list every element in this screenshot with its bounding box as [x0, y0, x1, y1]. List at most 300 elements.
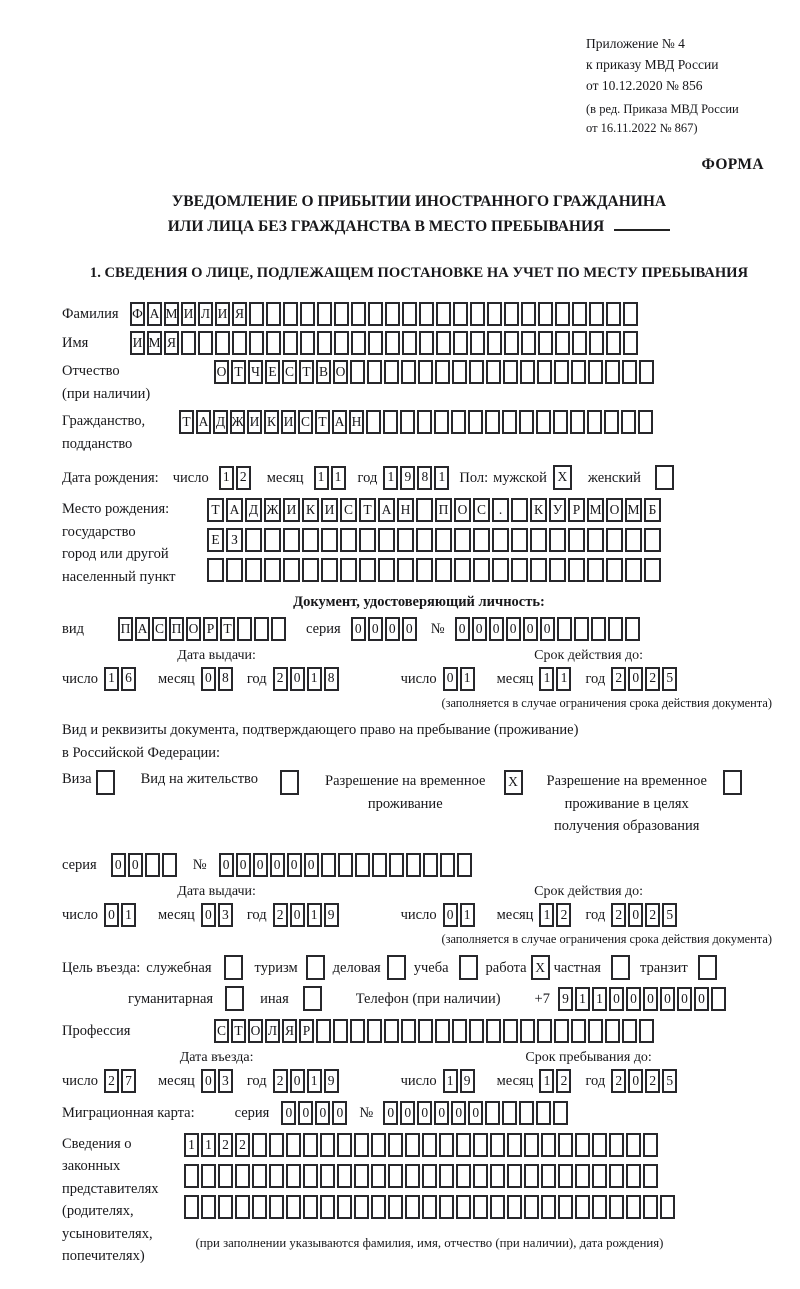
form-cell[interactable]	[459, 955, 478, 980]
form-cell[interactable]	[490, 1195, 505, 1219]
form-cell[interactable]	[520, 360, 535, 384]
form-cell[interactable]	[456, 1133, 471, 1157]
form-cell[interactable]	[592, 1195, 607, 1219]
form-cell[interactable]	[454, 528, 471, 552]
form-cell[interactable]: 2	[611, 667, 626, 691]
form-cell[interactable]: 0	[402, 617, 417, 641]
form-cell[interactable]	[435, 1019, 450, 1043]
form-cell[interactable]: П	[169, 617, 184, 641]
form-cell[interactable]	[588, 360, 603, 384]
form-cell[interactable]	[521, 302, 536, 326]
form-cell[interactable]	[388, 1195, 403, 1219]
form-cell[interactable]: 1	[556, 667, 571, 691]
form-cell[interactable]: 5	[662, 667, 677, 691]
form-cell[interactable]	[249, 302, 264, 326]
form-cell[interactable]: А	[378, 498, 395, 522]
form-cell[interactable]	[366, 410, 381, 434]
form-cell[interactable]	[511, 498, 528, 522]
form-cell[interactable]	[283, 558, 300, 582]
form-cell[interactable]	[473, 1133, 488, 1157]
form-cell[interactable]	[286, 1164, 301, 1188]
form-cell[interactable]	[269, 1195, 284, 1219]
form-cell[interactable]	[266, 331, 281, 355]
form-cell[interactable]: Я	[164, 331, 179, 355]
form-cell[interactable]	[354, 1164, 369, 1188]
form-cell[interactable]: 2	[556, 1069, 571, 1093]
form-cell[interactable]	[519, 410, 534, 434]
form-cell[interactable]	[504, 302, 519, 326]
form-cell[interactable]	[605, 1019, 620, 1043]
form-cell[interactable]	[469, 1019, 484, 1043]
form-cell[interactable]	[452, 360, 467, 384]
form-cell[interactable]	[644, 558, 661, 582]
form-cell[interactable]	[245, 528, 262, 552]
form-cell[interactable]	[338, 853, 353, 877]
form-cell[interactable]: О	[333, 360, 348, 384]
form-cell[interactable]	[286, 1133, 301, 1157]
form-cell[interactable]	[334, 302, 349, 326]
form-cell[interactable]	[218, 1164, 233, 1188]
form-cell[interactable]: Т	[299, 360, 314, 384]
form-cell[interactable]	[487, 302, 502, 326]
form-cell[interactable]	[372, 853, 387, 877]
form-cell[interactable]: 0	[455, 617, 470, 641]
form-cell[interactable]: Е	[207, 528, 224, 552]
form-cell[interactable]	[337, 1195, 352, 1219]
form-cell[interactable]: 8	[218, 667, 233, 691]
form-cell[interactable]: 0	[201, 667, 216, 691]
form-cell[interactable]	[655, 465, 674, 490]
form-cell[interactable]	[385, 331, 400, 355]
form-cell[interactable]: 0	[290, 903, 305, 927]
form-cell[interactable]	[283, 302, 298, 326]
form-cell[interactable]: 0	[351, 617, 366, 641]
form-cell[interactable]	[337, 1133, 352, 1157]
form-cell[interactable]: 2	[645, 903, 660, 927]
form-cell[interactable]: И	[181, 302, 196, 326]
form-cell[interactable]: 1	[307, 667, 322, 691]
form-cell[interactable]	[572, 302, 587, 326]
form-cell[interactable]	[252, 1133, 267, 1157]
form-cell[interactable]	[254, 617, 269, 641]
form-cell[interactable]	[626, 1195, 641, 1219]
form-cell[interactable]	[644, 528, 661, 552]
form-cell[interactable]	[486, 360, 501, 384]
form-cell[interactable]: Т	[359, 498, 376, 522]
form-cell[interactable]: Р	[568, 498, 585, 522]
form-cell[interactable]	[384, 1019, 399, 1043]
form-cell[interactable]	[625, 558, 642, 582]
form-cell[interactable]: 1	[592, 987, 607, 1011]
form-cell[interactable]	[235, 1195, 250, 1219]
form-cell[interactable]	[451, 410, 466, 434]
form-cell[interactable]	[351, 302, 366, 326]
form-cell[interactable]: 5	[662, 1069, 677, 1093]
form-cell[interactable]	[555, 331, 570, 355]
form-cell[interactable]	[611, 955, 630, 980]
form-cell[interactable]	[537, 360, 552, 384]
form-cell[interactable]: 2	[273, 1069, 288, 1093]
form-cell[interactable]	[317, 302, 332, 326]
form-cell[interactable]: Т	[231, 360, 246, 384]
form-cell[interactable]	[96, 770, 115, 795]
form-cell[interactable]	[321, 528, 338, 552]
form-cell[interactable]	[626, 1133, 641, 1157]
form-cell[interactable]	[723, 770, 742, 795]
form-cell[interactable]	[422, 1195, 437, 1219]
form-cell[interactable]	[609, 1195, 624, 1219]
form-cell[interactable]	[589, 302, 604, 326]
form-cell[interactable]: 0	[523, 617, 538, 641]
form-cell[interactable]	[405, 1195, 420, 1219]
form-cell[interactable]	[571, 1019, 586, 1043]
form-cell[interactable]	[184, 1164, 199, 1188]
form-cell[interactable]	[507, 1133, 522, 1157]
form-cell[interactable]: М	[147, 331, 162, 355]
form-cell[interactable]	[145, 853, 160, 877]
form-cell[interactable]	[453, 302, 468, 326]
form-cell[interactable]: З	[226, 528, 243, 552]
form-cell[interactable]: X	[553, 465, 572, 490]
form-cell[interactable]	[622, 360, 637, 384]
form-cell[interactable]	[638, 410, 653, 434]
form-cell[interactable]	[568, 558, 585, 582]
form-cell[interactable]	[367, 360, 382, 384]
form-cell[interactable]	[485, 1101, 500, 1125]
form-cell[interactable]	[485, 410, 500, 434]
form-cell[interactable]: 1	[434, 466, 449, 490]
form-cell[interactable]	[388, 1164, 403, 1188]
form-cell[interactable]	[184, 1195, 199, 1219]
form-cell[interactable]	[469, 360, 484, 384]
form-cell[interactable]	[303, 986, 322, 1011]
form-cell[interactable]	[306, 955, 325, 980]
form-cell[interactable]	[436, 331, 451, 355]
form-cell[interactable]	[384, 360, 399, 384]
form-cell[interactable]: 0	[628, 1069, 643, 1093]
form-cell[interactable]	[470, 331, 485, 355]
form-cell[interactable]	[643, 1133, 658, 1157]
form-cell[interactable]: 9	[400, 466, 415, 490]
form-cell[interactable]: 0	[694, 987, 709, 1011]
form-cell[interactable]: Я	[282, 1019, 297, 1043]
form-cell[interactable]: 0	[468, 1101, 483, 1125]
form-cell[interactable]	[521, 331, 536, 355]
form-cell[interactable]	[416, 528, 433, 552]
form-cell[interactable]	[570, 410, 585, 434]
form-cell[interactable]: 0	[219, 853, 234, 877]
form-cell[interactable]	[536, 1101, 551, 1125]
form-cell[interactable]	[554, 360, 569, 384]
form-cell[interactable]	[435, 360, 450, 384]
form-cell[interactable]	[401, 1019, 416, 1043]
form-cell[interactable]	[538, 302, 553, 326]
form-cell[interactable]	[436, 302, 451, 326]
form-cell[interactable]	[245, 558, 262, 582]
form-cell[interactable]: 0	[451, 1101, 466, 1125]
form-cell[interactable]: Т	[220, 617, 235, 641]
form-cell[interactable]	[490, 1164, 505, 1188]
form-cell[interactable]	[537, 1019, 552, 1043]
form-cell[interactable]	[320, 1195, 335, 1219]
form-cell[interactable]	[457, 853, 472, 877]
form-cell[interactable]	[456, 1195, 471, 1219]
form-cell[interactable]	[592, 1164, 607, 1188]
form-cell[interactable]: А	[135, 617, 150, 641]
form-cell[interactable]	[541, 1133, 556, 1157]
form-cell[interactable]: Ф	[130, 302, 145, 326]
form-cell[interactable]	[530, 528, 547, 552]
form-cell[interactable]	[303, 1164, 318, 1188]
form-cell[interactable]: С	[473, 498, 490, 522]
form-cell[interactable]	[422, 1164, 437, 1188]
form-cell[interactable]	[321, 558, 338, 582]
form-cell[interactable]: Ж	[264, 498, 281, 522]
form-cell[interactable]	[486, 1019, 501, 1043]
form-cell[interactable]	[388, 1133, 403, 1157]
form-cell[interactable]	[249, 331, 264, 355]
form-cell[interactable]: М	[625, 498, 642, 522]
form-cell[interactable]: 0	[383, 1101, 398, 1125]
form-cell[interactable]: .	[492, 498, 509, 522]
form-cell[interactable]	[419, 331, 434, 355]
form-cell[interactable]	[405, 1133, 420, 1157]
form-cell[interactable]	[574, 617, 589, 641]
form-cell[interactable]	[503, 1019, 518, 1043]
form-cell[interactable]: 0	[270, 853, 285, 877]
form-cell[interactable]	[226, 558, 243, 582]
form-cell[interactable]	[351, 331, 366, 355]
form-cell[interactable]: М	[587, 498, 604, 522]
form-cell[interactable]: О	[454, 498, 471, 522]
form-cell[interactable]	[587, 410, 602, 434]
form-cell[interactable]: К	[302, 498, 319, 522]
form-cell[interactable]: 0	[417, 1101, 432, 1125]
form-cell[interactable]: В	[316, 360, 331, 384]
form-cell[interactable]	[354, 1195, 369, 1219]
form-cell[interactable]	[553, 410, 568, 434]
form-cell[interactable]	[397, 528, 414, 552]
form-cell[interactable]: Т	[231, 1019, 246, 1043]
form-cell[interactable]	[207, 558, 224, 582]
form-cell[interactable]	[252, 1195, 267, 1219]
form-cell[interactable]: У	[549, 498, 566, 522]
form-cell[interactable]	[591, 617, 606, 641]
form-cell[interactable]: 1	[307, 903, 322, 927]
form-cell[interactable]	[473, 1195, 488, 1219]
form-cell[interactable]	[419, 302, 434, 326]
form-cell[interactable]	[422, 1133, 437, 1157]
form-cell[interactable]	[456, 1164, 471, 1188]
form-cell[interactable]: Д	[245, 498, 262, 522]
form-cell[interactable]: 0	[628, 667, 643, 691]
form-cell[interactable]: 1	[539, 667, 554, 691]
form-cell[interactable]: Л	[265, 1019, 280, 1043]
form-cell[interactable]	[283, 331, 298, 355]
form-cell[interactable]: Н	[397, 498, 414, 522]
form-cell[interactable]: 0	[609, 987, 624, 1011]
form-cell[interactable]: 0	[298, 1101, 313, 1125]
form-cell[interactable]: С	[282, 360, 297, 384]
form-cell[interactable]: 1	[331, 466, 346, 490]
form-cell[interactable]: 1	[539, 903, 554, 927]
form-cell[interactable]: 0	[540, 617, 555, 641]
form-cell[interactable]	[524, 1133, 539, 1157]
form-cell[interactable]	[439, 1164, 454, 1188]
form-cell[interactable]	[383, 410, 398, 434]
form-cell[interactable]	[162, 853, 177, 877]
form-cell[interactable]: Ч	[248, 360, 263, 384]
form-cell[interactable]	[507, 1164, 522, 1188]
form-cell[interactable]	[587, 528, 604, 552]
form-cell[interactable]: 2	[645, 667, 660, 691]
form-cell[interactable]	[378, 558, 395, 582]
form-cell[interactable]: 5	[662, 903, 677, 927]
form-cell[interactable]	[698, 955, 717, 980]
form-cell[interactable]	[402, 331, 417, 355]
form-cell[interactable]	[435, 528, 452, 552]
form-cell[interactable]	[606, 558, 623, 582]
form-cell[interactable]	[280, 770, 299, 795]
form-cell[interactable]: 0	[677, 987, 692, 1011]
form-cell[interactable]	[625, 617, 640, 641]
form-cell[interactable]	[340, 528, 357, 552]
form-cell[interactable]	[587, 558, 604, 582]
form-cell[interactable]	[549, 528, 566, 552]
form-cell[interactable]	[609, 1164, 624, 1188]
form-cell[interactable]: И	[130, 331, 145, 355]
form-cell[interactable]	[605, 360, 620, 384]
form-cell[interactable]	[568, 528, 585, 552]
form-cell[interactable]	[524, 1164, 539, 1188]
form-cell[interactable]	[416, 498, 433, 522]
form-cell[interactable]: 0	[290, 1069, 305, 1093]
form-cell[interactable]	[643, 1164, 658, 1188]
form-cell[interactable]	[524, 1195, 539, 1219]
form-cell[interactable]: 0	[385, 617, 400, 641]
form-cell[interactable]	[452, 1019, 467, 1043]
form-cell[interactable]: 0	[201, 903, 216, 927]
form-cell[interactable]	[588, 1019, 603, 1043]
form-cell[interactable]	[571, 360, 586, 384]
form-cell[interactable]	[340, 558, 357, 582]
form-cell[interactable]: 1	[104, 667, 119, 691]
form-cell[interactable]	[575, 1195, 590, 1219]
form-cell[interactable]: С	[152, 617, 167, 641]
form-cell[interactable]	[553, 1101, 568, 1125]
form-cell[interactable]	[558, 1195, 573, 1219]
form-cell[interactable]: 0	[304, 853, 319, 877]
form-cell[interactable]	[387, 955, 406, 980]
form-cell[interactable]: Е	[265, 360, 280, 384]
form-cell[interactable]	[320, 1133, 335, 1157]
form-cell[interactable]	[405, 1164, 420, 1188]
form-cell[interactable]	[434, 410, 449, 434]
title-blank-underline[interactable]	[614, 217, 670, 231]
form-cell[interactable]: 2	[104, 1069, 119, 1093]
form-cell[interactable]	[402, 302, 417, 326]
form-cell[interactable]	[225, 986, 244, 1011]
form-cell[interactable]: 0	[332, 1101, 347, 1125]
form-cell[interactable]	[385, 302, 400, 326]
form-cell[interactable]: А	[147, 302, 162, 326]
form-cell[interactable]	[201, 1195, 216, 1219]
form-cell[interactable]: С	[298, 410, 313, 434]
form-cell[interactable]	[333, 1019, 348, 1043]
form-cell[interactable]: О	[606, 498, 623, 522]
form-cell[interactable]	[320, 1164, 335, 1188]
form-cell[interactable]	[473, 1164, 488, 1188]
form-cell[interactable]: 0	[104, 903, 119, 927]
form-cell[interactable]	[334, 331, 349, 355]
form-cell[interactable]: Т	[179, 410, 194, 434]
form-cell[interactable]: 2	[218, 1133, 233, 1157]
form-cell[interactable]: 1	[184, 1133, 199, 1157]
form-cell[interactable]: 0	[281, 1101, 296, 1125]
form-cell[interactable]	[589, 331, 604, 355]
form-cell[interactable]: 9	[558, 987, 573, 1011]
form-cell[interactable]	[416, 558, 433, 582]
form-cell[interactable]: 1	[383, 466, 398, 490]
form-cell[interactable]	[303, 1133, 318, 1157]
form-cell[interactable]	[503, 360, 518, 384]
form-cell[interactable]	[554, 1019, 569, 1043]
form-cell[interactable]	[530, 558, 547, 582]
form-cell[interactable]	[264, 528, 281, 552]
form-cell[interactable]: И	[215, 302, 230, 326]
form-cell[interactable]: 2	[611, 1069, 626, 1093]
form-cell[interactable]: Я	[232, 302, 247, 326]
form-cell[interactable]	[371, 1164, 386, 1188]
form-cell[interactable]	[511, 528, 528, 552]
form-cell[interactable]	[439, 1195, 454, 1219]
form-cell[interactable]	[555, 302, 570, 326]
form-cell[interactable]	[435, 558, 452, 582]
form-cell[interactable]	[371, 1133, 386, 1157]
form-cell[interactable]: 0	[434, 1101, 449, 1125]
form-cell[interactable]: 2	[611, 903, 626, 927]
form-cell[interactable]	[502, 410, 517, 434]
form-cell[interactable]: 8	[417, 466, 432, 490]
form-cell[interactable]	[417, 410, 432, 434]
form-cell[interactable]: 2	[273, 667, 288, 691]
form-cell[interactable]: К	[264, 410, 279, 434]
form-cell[interactable]	[440, 853, 455, 877]
form-cell[interactable]	[660, 1195, 675, 1219]
form-cell[interactable]: С	[340, 498, 357, 522]
form-cell[interactable]	[454, 558, 471, 582]
form-cell[interactable]	[269, 1133, 284, 1157]
form-cell[interactable]: 2	[645, 1069, 660, 1093]
form-cell[interactable]	[317, 331, 332, 355]
form-cell[interactable]: 0	[253, 853, 268, 877]
form-cell[interactable]	[507, 1195, 522, 1219]
form-cell[interactable]	[711, 987, 726, 1011]
form-cell[interactable]	[337, 1164, 352, 1188]
form-cell[interactable]	[235, 1164, 250, 1188]
form-cell[interactable]: 0	[643, 987, 658, 1011]
form-cell[interactable]: Д	[213, 410, 228, 434]
form-cell[interactable]	[541, 1164, 556, 1188]
form-cell[interactable]	[321, 853, 336, 877]
form-cell[interactable]	[389, 853, 404, 877]
form-cell[interactable]: 2	[236, 466, 251, 490]
form-cell[interactable]	[502, 1101, 517, 1125]
form-cell[interactable]: 0	[443, 667, 458, 691]
form-cell[interactable]	[520, 1019, 535, 1043]
form-cell[interactable]	[490, 1133, 505, 1157]
form-cell[interactable]	[604, 410, 619, 434]
